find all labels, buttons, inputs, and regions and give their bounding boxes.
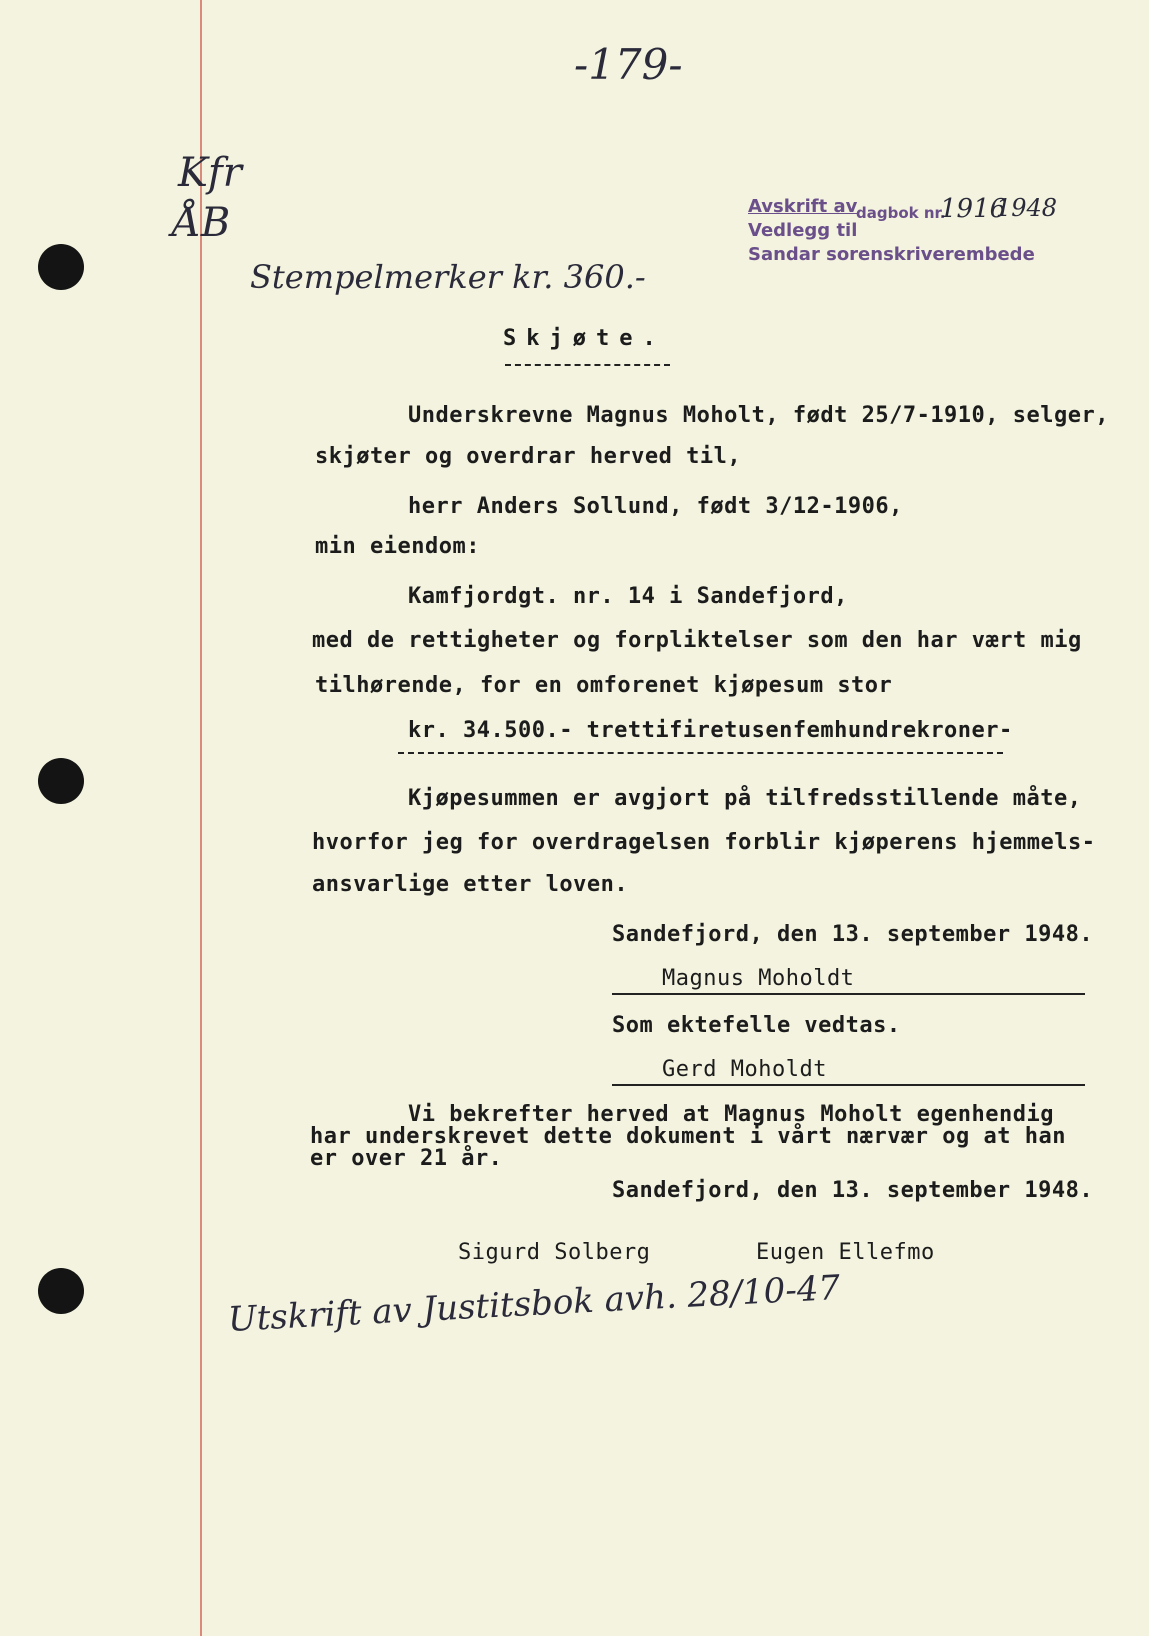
fee-note: Stempelmerker kr. 360.- <box>250 258 646 296</box>
body-p1-line8: kr. 34.500.- trettifiretusenfemhundrekroner- <box>408 718 1013 743</box>
body-p1-line7: tilhørende, for en omforenet kjøpesum stor <box>315 673 893 698</box>
witness-line2: har underskrevet dette dokument i vårt nærvær og at han <box>310 1124 1066 1149</box>
margin-initials-2: ÅB <box>172 200 231 246</box>
body-p1-line5: Kamfjordgt. nr. 14 i Sandefjord, <box>408 584 848 609</box>
body-p2-line1: Kjøpesummen er avgjort på tilfredsstillende måte, <box>408 786 1082 811</box>
body-p2-line3: ansvarlige etter loven. <box>312 872 629 897</box>
amount-underline <box>398 752 1003 754</box>
body-p1-line2: skjøter og overdrar herved til, <box>315 444 742 469</box>
stamp-year: 1948 <box>996 194 1058 222</box>
body-p1-line3: herr Anders Sollund, født 3/12-1906, <box>408 494 903 519</box>
stamp-dagbok-number: 1916 <box>940 194 1007 224</box>
spouse-signature: Gerd Moholdt <box>662 1057 827 1082</box>
stamp-line-1: Avskrift av <box>748 196 858 217</box>
place-date-1: Sandefjord, den 13. september 1948. <box>612 922 1094 947</box>
body-p1-line4: min eiendom: <box>315 534 480 559</box>
spouse-note: Som ektefelle vedtas. <box>612 1013 901 1038</box>
seller-signature-line <box>612 993 1085 995</box>
punch-hole-top <box>38 244 84 290</box>
spouse-signature-line <box>612 1084 1085 1086</box>
document-title: Skjøte. <box>503 326 666 351</box>
body-p2-line2: hvorfor jeg for overdragelsen forblir kjøperens hjemmels- <box>312 830 1096 855</box>
stamp-line-3: Sandar sorenskriverembede <box>748 244 1035 265</box>
stamp-dagbok: dagbok nr. <box>856 204 946 222</box>
witness-line3: er over 21 år. <box>310 1146 503 1171</box>
footer-note: Utskrift av Justitsbok avh. 28/10-47 <box>226 1267 842 1340</box>
witness-2-signature: Eugen Ellefmo <box>756 1240 935 1265</box>
body-p1-line6: med de rettigheter og forpliktelser som den har vært mig <box>312 628 1082 653</box>
punch-hole-middle <box>38 758 84 804</box>
witness-line1: Vi bekrefter herved at Magnus Moholt egenhendig <box>408 1102 1055 1127</box>
place-date-2: Sandefjord, den 13. september 1948. <box>612 1178 1094 1203</box>
page-number: -179- <box>574 40 683 89</box>
body-p1-line1: Underskrevne Magnus Moholt, født 25/7-1910, selger, <box>408 403 1110 428</box>
title-underline <box>505 364 670 366</box>
margin-initials-1: Kfr <box>178 150 242 196</box>
stamp-line-2: Vedlegg til <box>748 220 858 241</box>
punch-hole-bottom <box>38 1268 84 1314</box>
witness-1-signature: Sigurd Solberg <box>458 1240 651 1265</box>
seller-signature: Magnus Moholdt <box>662 966 855 991</box>
